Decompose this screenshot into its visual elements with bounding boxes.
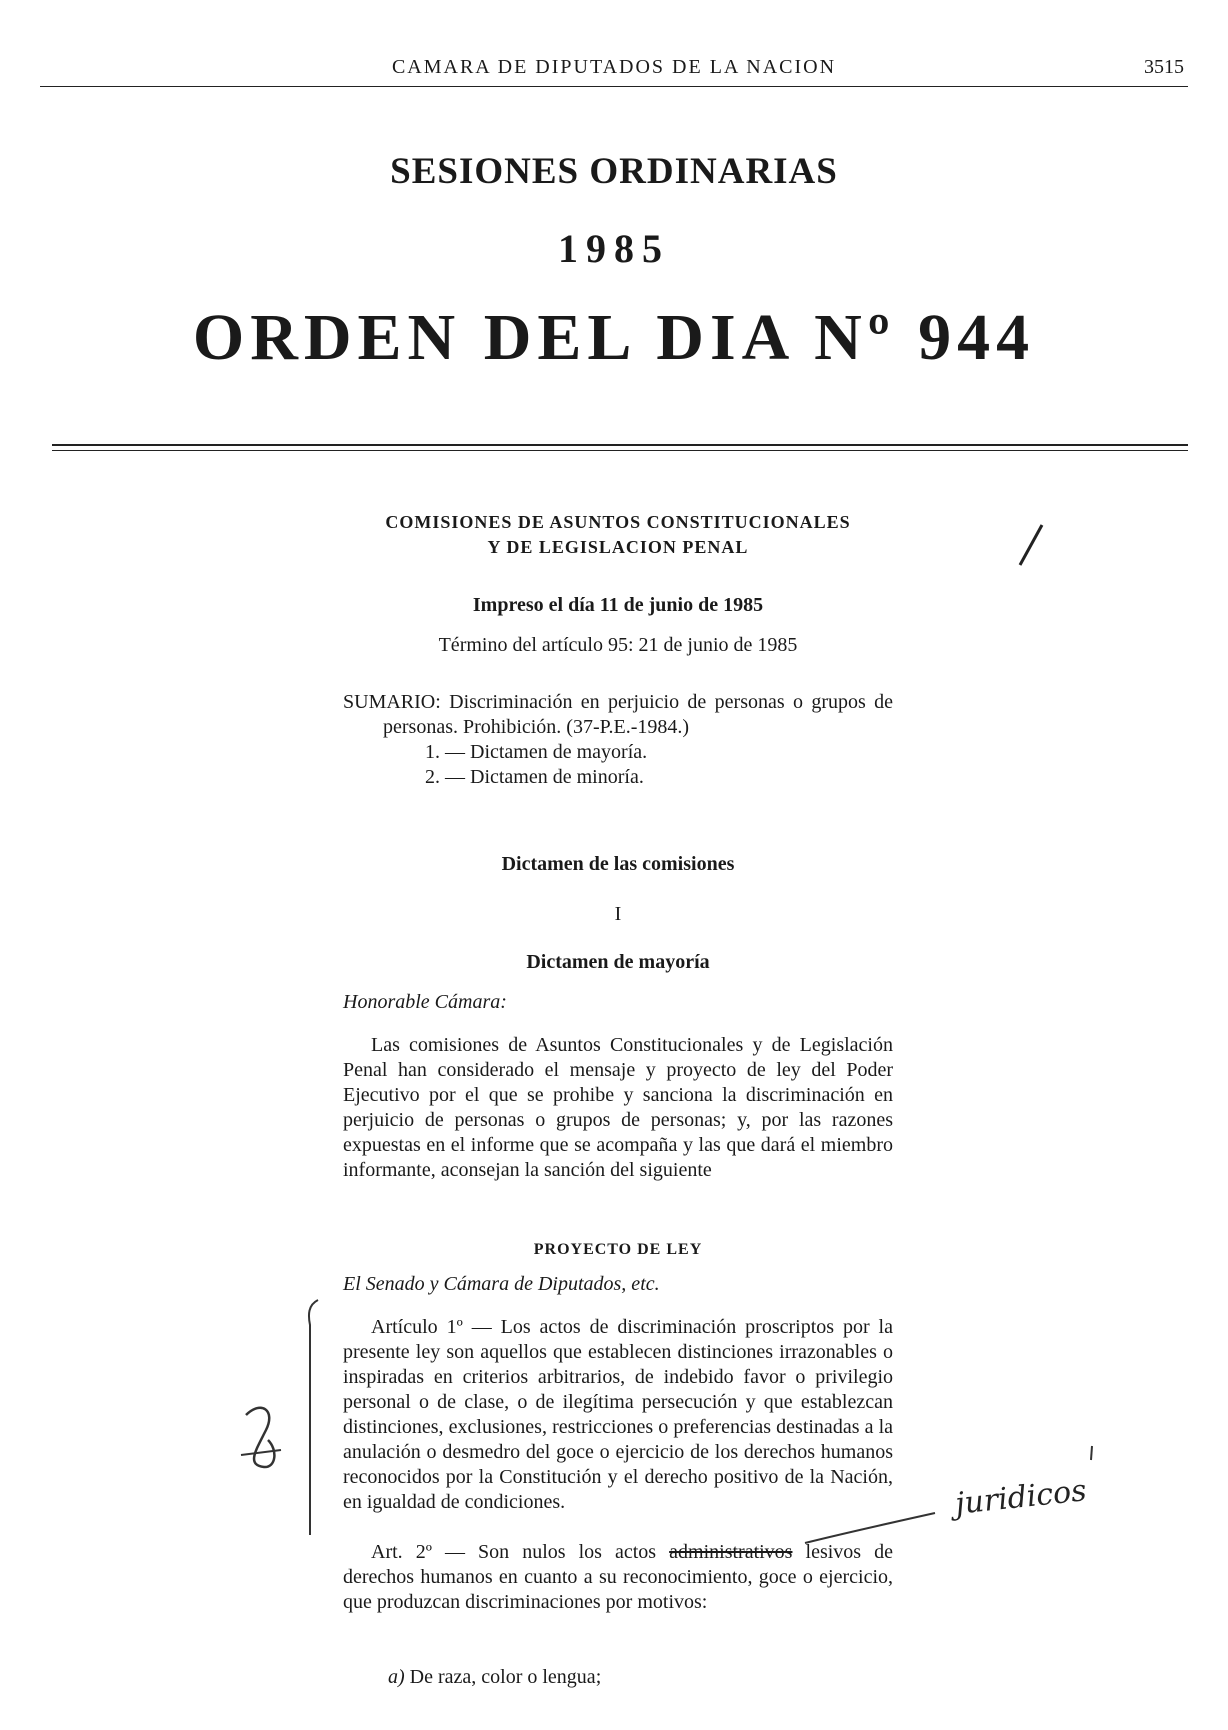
opinion-paragraph: Las comisiones de Asuntos Constitucionales y de Legislación Penal han considerado el mensaje y proyecto de ley del Poder Ejecutivo por el que se prohibe y sanciona la discriminación en perjuicio de personas o grupos de personas; y, por las razones expuestas en el informe que se acompaña y las que dará el miembro informante, aconsejan la sanción del siguiente	[343, 1034, 893, 1181]
enacting-clause: El Senado y Cámara de Diputados, etc.	[343, 1273, 660, 1295]
masthead-rule-bottom	[52, 450, 1188, 451]
committee-line-1: COMISIONES DE ASUNTOS CONSTITUCIONALES	[385, 512, 851, 532]
order-of-day-title: ORDEN DEL DIA Nº 944	[192, 301, 1036, 374]
article-2-struck-word: administrativos	[669, 1541, 793, 1563]
term-line: Término del artículo 95: 21 de junio de 1985	[438, 634, 798, 656]
item-a-text: De raza, color o lengua;	[409, 1666, 602, 1688]
handwritten-numeral-mark	[236, 1395, 286, 1475]
article-2-start: Art. 2º — Son nulos los actos	[371, 1541, 657, 1563]
running-header-title: CAMARA DE DIPUTADOS DE LA NACION	[391, 56, 837, 78]
opinion-subheading: Dictamen de mayoría	[526, 951, 710, 973]
article-2-item-a	[343, 1665, 893, 1690]
article-1: Artículo 1º — Los actos de discriminación proscriptos por la presente ley son aquellos que establecen distinciones irrazonables o inspiradas en criterios arbitrarios, de indebido favor o privilegio personal o de clase, o de ilegítima persecución y que establezcan distinciones, exclusiones, restricciones o preferencias destinadas a la anulación o desmedro del goce o ejercicio de los derechos humanos reconocidos por la Constitución y el derecho positivo de la Nación, en igualdad de condiciones.	[343, 1316, 893, 1513]
handwritten-margin-note: juridicos	[953, 1473, 1089, 1522]
handwritten-check-mark	[1010, 520, 1050, 570]
bill-heading: PROYECTO DE LEY	[533, 1241, 703, 1258]
article-2	[343, 1540, 893, 1615]
summary-item-1: 1. — Dictamen de mayoría.	[425, 741, 648, 763]
committee-line-2: Y DE LEGISLACION PENAL	[487, 537, 749, 557]
handwritten-bracket-mark	[300, 1295, 330, 1545]
salutation: Honorable Cámara:	[343, 991, 507, 1013]
header-rule	[40, 86, 1188, 87]
opinion-roman-numeral: I	[614, 903, 622, 925]
page-number: 3515	[1144, 56, 1184, 78]
handwritten-insertion-line	[800, 1508, 940, 1548]
summary-item-2: 2. — Dictamen de minoría.	[425, 766, 644, 788]
item-a-letter: a)	[388, 1666, 405, 1688]
summary-text: Discriminación en perjuicio de personas o grupos de personas. Prohibición. (37-P.E.-1984.)	[383, 691, 893, 738]
masthead-rule-top	[52, 444, 1188, 446]
summary-label: SUMARIO:	[343, 691, 441, 713]
sessions-title: SESIONES ORDINARIAS	[390, 151, 838, 192]
print-date: Impreso el día 11 de junio de 1985	[472, 594, 764, 616]
article-2-rest: lesivos de derechos humanos en cuanto a su reconocimiento, goce o ejercicio, que produzcan discriminaciones por motivos:	[343, 1541, 894, 1613]
session-year: 1985	[558, 226, 670, 271]
handwritten-tick-mark	[1087, 1444, 1097, 1464]
opinion-heading: Dictamen de las comisiones	[501, 853, 735, 875]
summary-block	[343, 690, 893, 790]
